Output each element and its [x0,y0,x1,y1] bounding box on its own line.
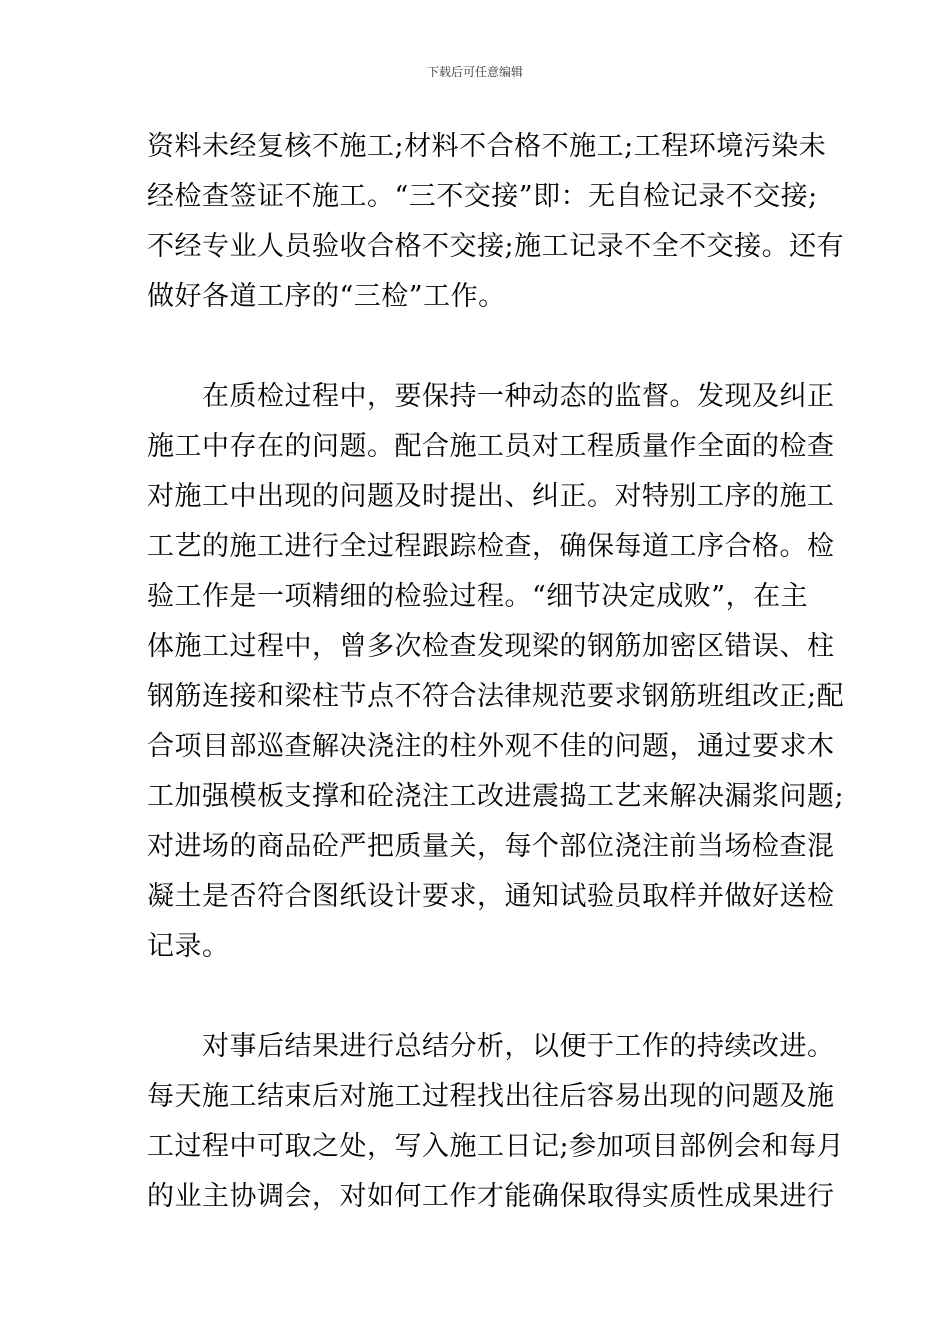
text-line: 记录。 [147,931,230,962]
text-line: 对事后结果进行总结分析，以便于工作的持续改进。 [147,1031,835,1062]
text-line: 资料未经复核不施工;材料不合格不施工;工程环境污染未 [147,131,827,162]
text-line: 施工中存在的问题。配合施工员对工程质量作全面的检查 [147,431,835,462]
document-body [147,122,845,1222]
paragraph-spacer [147,322,807,372]
text-line: 的业主协调会，对如何工作才能确保取得实质性成果进行 [147,1181,835,1212]
text-line: 合项目部巡查解决浇注的柱外观不佳的问题，通过要求木 [147,731,835,762]
paragraph-1 [147,122,845,322]
text-line: 做好各道工序的“三检”工作。 [147,281,506,312]
text-line: 验工作是一项精细的检验过程。“细节决定成败”，在主 [147,581,809,612]
paragraph-2 [147,372,845,972]
text-line: 对施工中出现的问题及时提出、纠正。对特别工序的施工 [147,481,835,512]
text-line: 经检查签证不施工。“三不交接”即：无自检记录不交接; [147,181,818,212]
text-line: 钢筋连接和梁柱节点不符合法律规范要求钢筋班组改正;配 [147,681,845,712]
text-line: 工加强模板支撑和砼浇注工改进震捣工艺来解决漏浆问题; [147,781,845,812]
text-line: 不经专业人员验收合格不交接;施工记录不全不交接。还有 [147,231,845,262]
paragraph-3 [147,1022,845,1222]
text-line: 对进场的商品砼严把质量关，每个部位浇注前当场检查混 [147,831,835,862]
text-line: 每天施工结束后对施工过程找出往后容易出现的问题及施 [147,1081,835,1112]
page-header: 下载后可任意编辑 [426,65,523,79]
text-line: 工艺的施工进行全过程跟踪检查，确保每道工序合格。检 [147,531,835,562]
paragraph-spacer [147,972,807,1022]
text-line: 凝土是否符合图纸设计要求，通知试验员取样并做好送检 [147,881,835,912]
text-line: 在质检过程中，要保持一种动态的监督。发现及纠正 [147,381,835,412]
text-line: 体施工过程中，曾多次检查发现梁的钢筋加密区错误、柱 [147,631,835,662]
text-line: 工过程中可取之处，写入施工日记;参加项目部例会和每月 [147,1131,845,1162]
